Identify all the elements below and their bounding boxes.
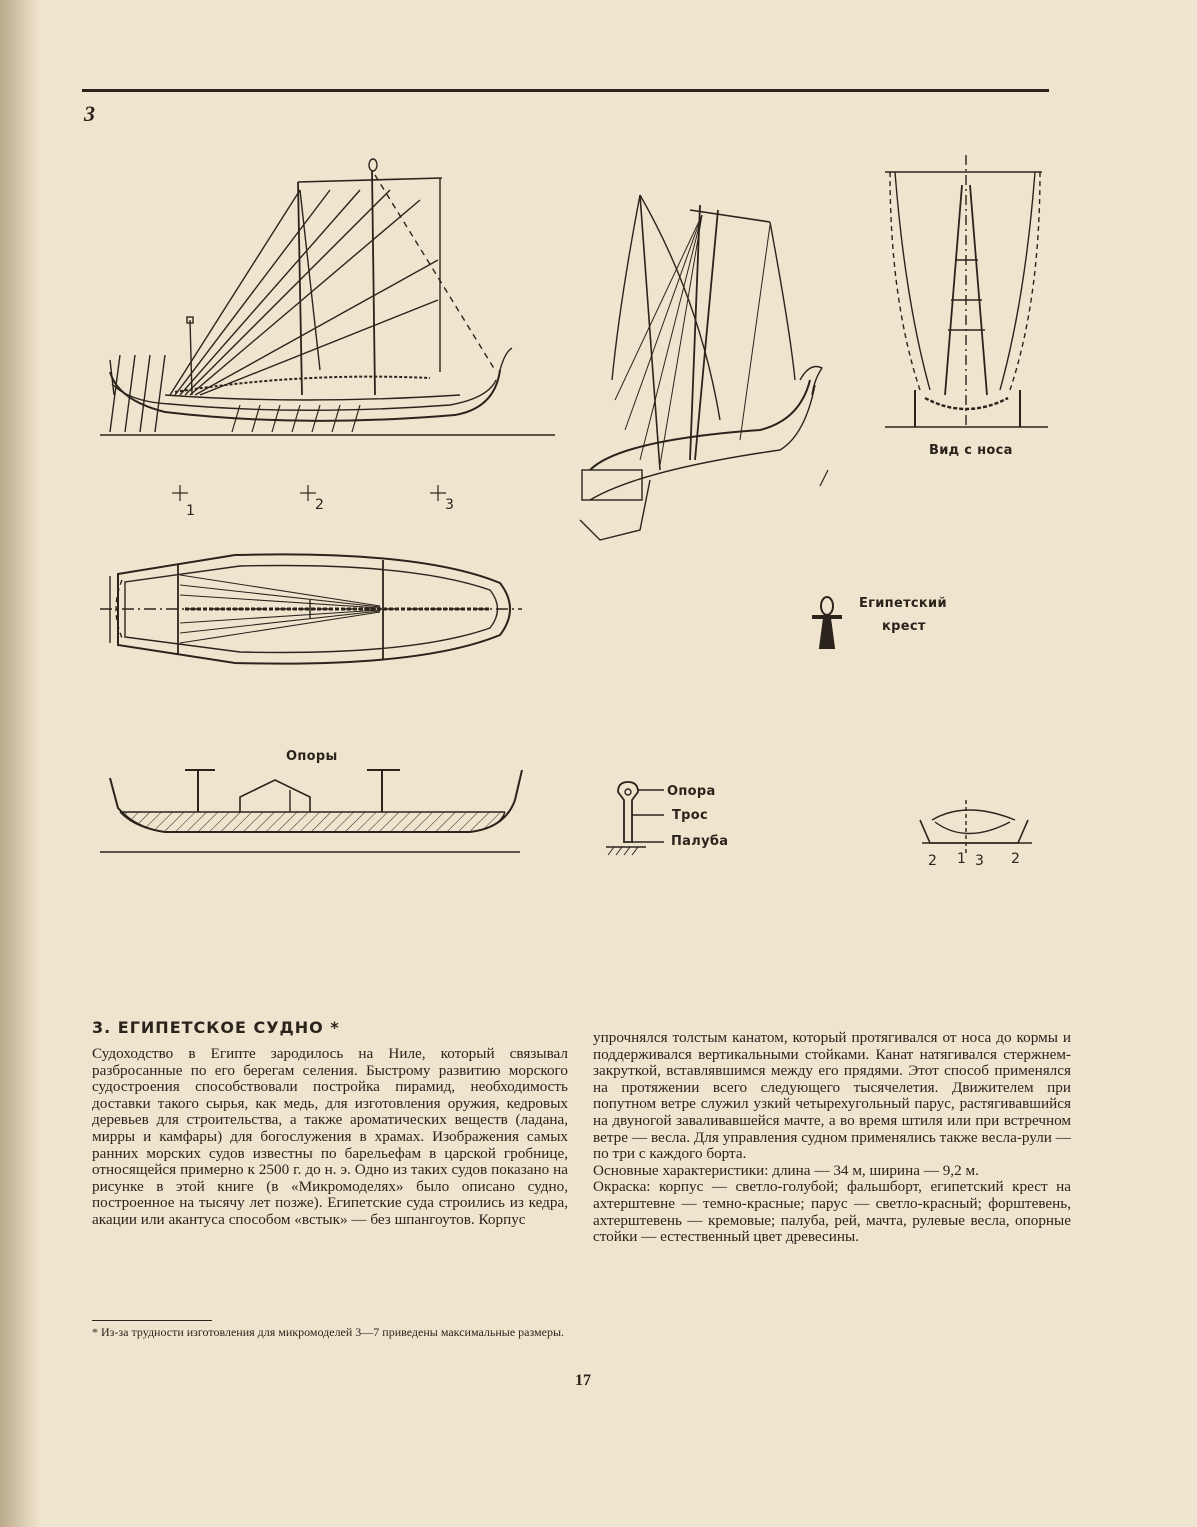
- characteristics-paragraph: Основные характеристики: длина — 34 м, ширина — 9,2 м.: [593, 1161, 979, 1179]
- cross-label-1: Египетский: [859, 596, 947, 611]
- coloring-paragraph: Окраска: корпус — светло-голубой; фальшборт, египетский крест на ахтерштевне — темно-красные; парус — светло-красный; форштевень, ахтерштевень — кремовые; палуба, рей, мачта, рулевые весла, опорные стойки — естественный цвет древесины.: [593, 1178, 1071, 1246]
- support-detail-drawing: [606, 782, 664, 855]
- reference-crosses: [172, 485, 446, 501]
- detail-label-support: Опора: [667, 784, 716, 799]
- detail-label-rope: Трос: [672, 808, 709, 823]
- section-mark-1: 1: [957, 851, 966, 867]
- article-title: 3. ЕГИПЕТСКОЕ СУДНО *: [92, 1018, 340, 1037]
- ankh-drawing: [812, 597, 842, 648]
- perspective-view-drawing: [580, 195, 828, 540]
- section-mark-2-right: 2: [1011, 851, 1020, 867]
- header-number: 3: [84, 101, 95, 126]
- section-mark-2-left: 2: [928, 853, 937, 869]
- supports-label: Опоры: [286, 749, 338, 764]
- cross-section-drawing: [920, 800, 1032, 855]
- detail-label-deck: Палуба: [671, 834, 729, 849]
- plan-view-drawing: [100, 554, 522, 663]
- article-right-column: [593, 1030, 1071, 1246]
- article-left-column: [92, 1046, 568, 1229]
- cross-label-2: крест: [882, 619, 926, 634]
- footnote-rule: [92, 1320, 212, 1321]
- bow-view-drawing: [885, 155, 1048, 427]
- mark-1: 1: [186, 503, 195, 519]
- page-number: 17: [575, 1372, 591, 1389]
- mark-3: 3: [445, 497, 454, 513]
- section-mark-3: 3: [975, 853, 984, 869]
- article-paragraph: упрочнялся толстым канатом, который протягивался от носа до кормы и поддерживался вертикальными стойками. Канат натягивался стержнем-закруткой, вставлявшимся между его прядями. Этот способ применялся на протяжении всего следующего тысячелетия. Движителем при попутном ветре служил узкий четырехугольный парус, растягивавшийся на двуногой заваливавшейся мачте, а во время штиля или при встречном ветре — весла. Для управления судном применялись также весла-рули — по три с каждого борта.: [593, 1029, 1071, 1163]
- article-paragraph: Судоходство в Египте зародилось на Ниле, который связывал разбросанные по его берегам селения. Быстрому развитию морского судостроения способствовали постройка пирамид, необходимость доставки такого сырья, как медь, для изготовления оружия, кедровых деревьев для строительства, а также ароматических веществ (ладана, мирры и камфары) для богослужения в храмах. Изображения самых ранних морских судов известны по барельефам в царской гробнице, относящейся примерно к 2500 г. до н. э. Одно из таких судов показано на рисунке в этой книге (в «Микромоделях» было описано судно, построенное на тысячу лет позже). Египетские суда строились из кедра, акации или акантуса способом «встык» — без шпангоутов. Корпус: [92, 1045, 568, 1228]
- bow-view-label: Вид с носа: [929, 443, 1013, 458]
- supports-drawing: [100, 770, 522, 852]
- footnote: * Из-за трудности изготовления для микромоделей 3—7 приведены максимальные размеры.: [92, 1325, 565, 1339]
- side-view-drawing: [100, 159, 555, 435]
- mark-2: 2: [315, 497, 324, 513]
